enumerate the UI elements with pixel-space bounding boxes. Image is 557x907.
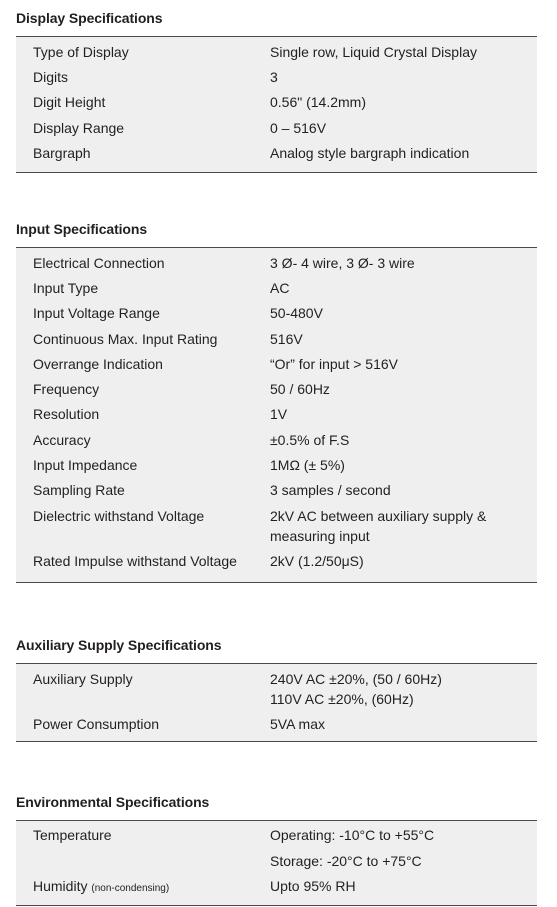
- spec-value: 0 – 516V: [270, 120, 327, 136]
- spec-value: 516V: [270, 331, 303, 347]
- spec-label: Overrange Indication: [33, 356, 163, 372]
- spec-value: 1MΩ (± 5%): [270, 457, 345, 473]
- spec-table: [16, 820, 537, 906]
- section-title: Auxiliary Supply Specifications: [16, 637, 222, 653]
- spec-value: 1V: [270, 406, 288, 422]
- spec-label: Bargraph: [33, 145, 91, 161]
- spec-value-line: 240V AC ±20%, (50 / 60Hz): [270, 671, 442, 687]
- spec-label: Digit Height: [33, 94, 106, 110]
- spec-value: Single row, Liquid Crystal Display: [270, 44, 477, 60]
- spec-value: [270, 506, 530, 546]
- spec-value: Analog style bargraph indication: [270, 145, 470, 161]
- spec-label: Frequency: [33, 381, 100, 397]
- spec-table: [16, 663, 537, 742]
- section-title: Display Specifications: [16, 10, 163, 26]
- spec-label-note: (non-condensing): [91, 883, 170, 894]
- spec-label: Power Consumption: [33, 716, 160, 732]
- spec-label: Auxiliary Supply: [33, 671, 133, 687]
- spec-value: 5VA max: [270, 716, 325, 732]
- spec-label: Dielectric withstand Voltage: [33, 508, 205, 524]
- spec-value: 50 / 60Hz: [270, 381, 330, 397]
- spec-value: [270, 669, 530, 709]
- section-title: Input Specifications: [16, 221, 148, 237]
- spec-label: Resolution: [33, 406, 100, 422]
- spec-label: Input Voltage Range: [33, 305, 160, 321]
- spec-value: 0.56" (14.2mm): [270, 94, 367, 110]
- spec-value: Operating: -10°C to +55°C: [270, 827, 435, 843]
- spec-value: Upto 95% RH: [270, 878, 356, 894]
- spec-value: 2kV (1.2/50μS): [270, 553, 364, 569]
- spec-value: AC: [270, 280, 290, 296]
- spec-value-line: measuring input: [270, 528, 370, 544]
- spec-value-line: 2kV AC between auxiliary supply &: [270, 508, 487, 524]
- spec-label: Type of Display: [33, 44, 129, 60]
- spec-label: Digits: [33, 69, 69, 85]
- spec-label: Input Type: [33, 280, 99, 296]
- spec-table: [16, 247, 537, 583]
- spec-label: Continuous Max. Input Rating: [33, 331, 218, 347]
- spec-value: 3: [270, 69, 278, 85]
- spec-label: Input Impedance: [33, 457, 138, 473]
- spec-value: 50-480V: [270, 305, 323, 321]
- spec-label: Sampling Rate: [33, 482, 125, 498]
- spec-label: Electrical Connection: [33, 255, 165, 271]
- spec-value-line: 110V AC ±20%, (60Hz): [270, 691, 414, 707]
- spec-value: “Or” for input > 516V: [270, 356, 399, 372]
- spec-value: 3 Ø- 4 wire, 3 Ø- 3 wire: [270, 255, 415, 271]
- spec-value: Storage: -20°C to +75°C: [270, 853, 422, 869]
- spec-label: Rated Impulse withstand Voltage: [33, 553, 237, 569]
- spec-table: [16, 36, 537, 173]
- spec-label: Display Range: [33, 120, 125, 136]
- spec-label: Temperature: [33, 827, 112, 843]
- spec-label-text: Humidity: [33, 878, 88, 894]
- spec-label: [33, 876, 169, 899]
- spec-label: Accuracy: [33, 432, 91, 448]
- spec-value: ±0.5% of F.S: [270, 432, 350, 448]
- section-title: Environmental Specifications: [16, 794, 210, 810]
- spec-value: 3 samples / second: [270, 482, 391, 498]
